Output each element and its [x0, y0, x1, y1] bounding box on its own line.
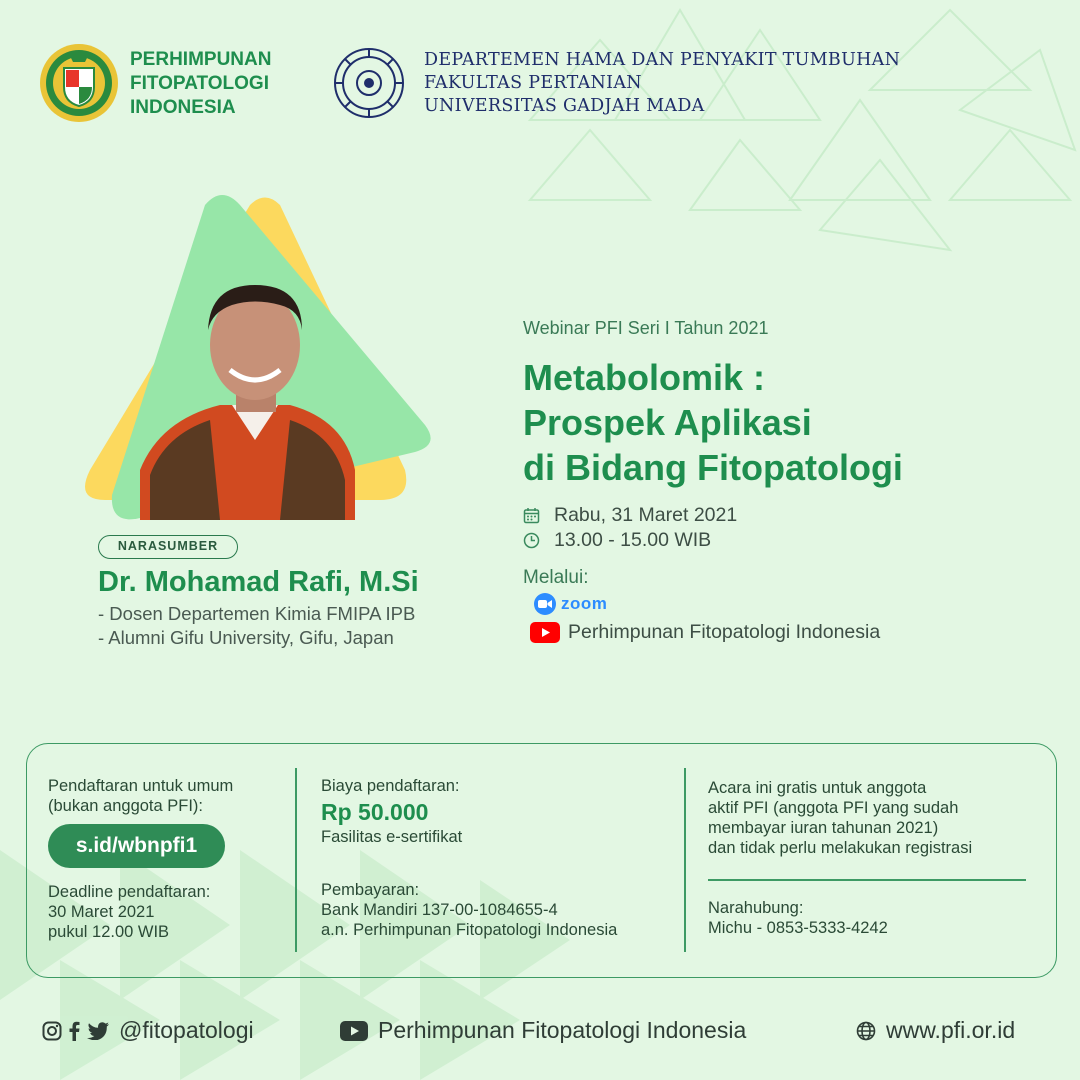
calendar-icon [523, 507, 540, 524]
youtube-footer-icon[interactable] [340, 1021, 368, 1041]
website-link[interactable]: www.pfi.or.id [886, 1017, 1016, 1043]
fee-note [321, 827, 462, 847]
deadline-info [48, 882, 210, 942]
dept-name-line: UNIVERSITAS GADJAH MADA [424, 96, 705, 116]
footer-youtube [340, 1017, 746, 1044]
org-name-line: PERHIMPUNAN [130, 49, 272, 70]
fee-note-text: Fasilitas e-sertifikat [321, 828, 463, 846]
org-name [130, 48, 330, 120]
payment-line: Bank Mandiri 137-00-1084655-4 [321, 901, 558, 919]
speaker-desc-line: - Alumni Gifu University, Gifu, Japan [98, 627, 394, 648]
twitter-icon[interactable] [87, 1022, 109, 1040]
deadline-line: pukul 12.00 WIB [48, 923, 170, 941]
youtube-channel-name: Perhimpunan Fitopatologi Indonesia [568, 621, 881, 643]
deadline-line: Deadline pendaftaran: [48, 883, 211, 901]
reg-line: (bukan anggota PFI): [48, 797, 204, 815]
payment-line: a.n. Perhimpunan Fitopatologi Indonesia [321, 921, 618, 939]
speaker-description [98, 602, 415, 650]
member-free-note [708, 778, 972, 858]
payment-line: Pembayaran: [321, 881, 420, 899]
event-time: 13.00 - 15.00 WIB [554, 529, 712, 551]
footer-youtube-channel[interactable]: Perhimpunan Fitopatologi Indonesia [378, 1017, 747, 1043]
column-divider [684, 768, 686, 952]
contact-info [708, 898, 888, 938]
speaker-photo [140, 270, 370, 520]
speaker-desc-line: - Dosen Departemen Kimia FMIPA IPB [98, 603, 416, 624]
globe-icon [856, 1021, 876, 1041]
dept-name-line: DEPARTEMEN HAMA DAN PENYAKIT TUMBUHAN [424, 50, 901, 70]
contact-line: Michu - 0853-5333-4242 [708, 919, 888, 937]
org-name-line: INDONESIA [130, 97, 236, 118]
youtube-platform [530, 621, 880, 644]
facebook-icon[interactable] [69, 1021, 80, 1041]
youtube-icon [530, 622, 560, 643]
section-divider [708, 879, 1026, 881]
reg-line: Pendaftaran untuk umum [48, 777, 234, 795]
fee-label-text: Biaya pendaftaran: [321, 777, 460, 795]
org-name-line: FITOPATOLOGI [130, 73, 269, 94]
zoom-icon [534, 593, 556, 615]
free-line: aktif PFI (anggota PFI yang sudah [708, 799, 959, 817]
title-line: Prospek Aplikasi [523, 402, 812, 443]
title-line: Metabolomik : [523, 357, 766, 398]
time-row [523, 528, 737, 553]
dept-name [424, 49, 944, 118]
ugm-seal-icon [331, 45, 407, 121]
column-divider [295, 768, 297, 952]
fee-label [321, 776, 460, 796]
social-handle[interactable]: @fitopatologi [119, 1017, 254, 1043]
registration-link[interactable]: s.id/wbnpfi1 [48, 824, 225, 868]
clock-icon [523, 532, 540, 549]
schedule [523, 503, 737, 553]
contact-line: Narahubung: [708, 899, 804, 917]
footer-social [42, 1017, 254, 1044]
deadline-line: 30 Maret 2021 [48, 903, 155, 921]
free-line: Acara ini gratis untuk anggota [708, 779, 927, 797]
instagram-icon[interactable] [42, 1021, 62, 1041]
webinar-title [523, 355, 903, 490]
via-label: Melalui: [523, 567, 589, 588]
fee-value: Rp 50.000 [321, 799, 429, 825]
title-line: di Bidang Fitopatologi [523, 447, 903, 488]
speaker-name: Dr. Mohamad Rafi, M.Si [98, 566, 419, 598]
webinar-series: Webinar PFI Seri I Tahun 2021 [523, 318, 769, 338]
free-line: dan tidak perlu melakukan registrasi [708, 839, 973, 857]
zoom-label: zoom [561, 594, 608, 613]
footer-website [856, 1017, 1015, 1044]
dept-name-line: FAKULTAS PERTANIAN [424, 73, 642, 93]
event-date: Rabu, 31 Maret 2021 [554, 504, 738, 526]
payment-info [321, 880, 617, 940]
free-line: membayar iuran tahunan 2021) [708, 819, 939, 837]
registration-label [48, 776, 233, 816]
zoom-platform [534, 593, 607, 615]
pfi-crest-icon [38, 42, 120, 124]
speaker-badge: NARASUMBER [98, 535, 238, 559]
date-row [523, 503, 737, 528]
